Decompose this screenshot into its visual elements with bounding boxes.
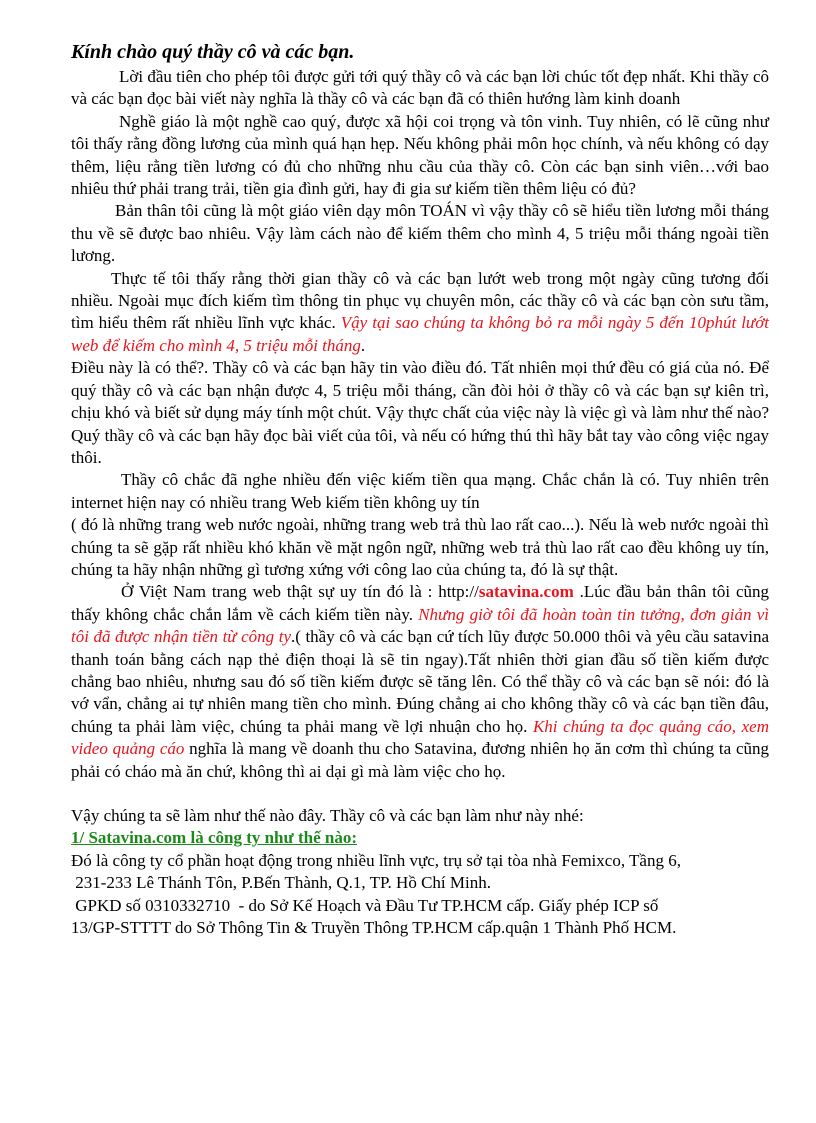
paragraph-math-teacher: Bản thân tôi cũng là một giáo viên dạy môn TOÁN vì vậy thầy cô sẽ hiểu tiền lương mỗi tháng thu về sẽ được bao nhiêu. Vậy làm cách nào để kiếm thêm cho mình 4, 5 triệu mỗi tháng ngoài tiền lương. bbox=[71, 201, 769, 266]
company-line-3: GPKD số 0310332710 - do Sở Kế Hoạch và Đầu Tư TP.HCM cấp. Giấy phép ICP số bbox=[71, 895, 659, 915]
satavina-text-3: nghĩa là mang về doanh thu cho Satavina, đương nhiên họ ăn cơm thì chúng ta cũng phải có cháo mà ăn chứ, không thì ai dại gì mà làm việc cho họ. bbox=[71, 739, 769, 781]
browsing-text: Thực tế tôi thấy rằng thời gian thầy cô và các bạn lướt web trong một ngày cũng tương đối nhiều. Ngoài mục đích kiếm tìm thông tin phục vụ chuyên môn, các thầy cô và các bạn còn sưu tầm, tìm hiểu thêm rất nhiều lĩnh vực khác. bbox=[71, 268, 769, 333]
section-heading-text: 1/ Satavina.com là công ty như thế nào: bbox=[71, 828, 357, 848]
satavina-highlight-2: Khi chúng ta đọc quảng cáo, xem video quảng cáo bbox=[71, 716, 769, 759]
paragraph-foreign-sites: ( đó là những trang web nước ngoài, những trang web trả thù lao rất cao...). Nếu là web nước ngoài thì chúng ta sẽ gặp rất nhiều khó khăn về mặt ngôn ngữ, những web trả thù lao rất cao đều không uy tín, chúng ta hãy nhận những gì tương xứng với công lao của chúng ta, đó là sự thật. bbox=[71, 515, 769, 579]
greeting-title: Kính chào quý thầy cô và các bạn. bbox=[71, 41, 355, 63]
section-heading-company bbox=[71, 827, 769, 849]
satavina-text-1: .Lúc đầu bản thân tôi cũng thấy không chắc chắn lắm về cách kiếm tiền này. bbox=[71, 582, 769, 624]
browsing-highlight: Vậy tại sao chúng ta không bỏ ra mỗi ngày 5 đến 10phút lướt web để kiếm cho mình 4, 5 triệu mỗi tháng bbox=[71, 313, 769, 355]
satavina-highlight-1: Nhưng giờ tôi đã hoàn toàn tin tưởng, đơn giản vì tôi đã được nhận tiền từ công ty bbox=[71, 604, 769, 647]
spacer bbox=[71, 783, 769, 805]
satavina-text-2: .( thầy cô và các bạn cứ tích lũy được 50.000 thôi và yêu cầu satavina thanh toán bằng cách nạp thẻ điện thoại là sẽ tin ngay).Tất nhiên thời gian đầu số tiền kiếm được chẳng bao nhiêu, nhưng sau đó số tiền kiếm được sẽ tăng lên. Có thể thầy cô và các bạn sẽ nói: đó là vớ vẩn, chẳng ai tự nhiên mang tiền cho mình. Đúng chẳng ai cho không thầy cô và các bạn tiền đâu, chúng ta phải làm việc, chúng ta phải mang về lợi nhuận cho họ. bbox=[71, 627, 769, 736]
paragraph-possible: Điều này là có thể?. Thầy cô và các bạn hãy tin vào điều đó. Tất nhiên mọi thứ đều có giá của nó. Để quý thầy cô và các bạn nhận được 4, 5 triệu mỗi tháng, cần đòi hỏi ở thầy cô và các bạn sự kiên trì, chịu khó và biết sử dụng máy tính một chút. Vậy thực chất của việc này là việc gì và làm như thế nào? Quý thầy cô và các bạn hãy đọc bài viết của tôi, và nếu có hứng thú thì hãy bắt tay vào công việc ngay thôi. bbox=[71, 358, 769, 467]
browsing-end: . bbox=[360, 335, 366, 355]
paragraph-teaching: Nghề giáo là một nghề cao quý, được xã hội coi trọng và tôn vinh. Tuy nhiên, có lẽ cũng như tôi thấy rằng đồng lương của mình quá hạn hẹp. Nếu không phải môn học chính, và nếu không có dạy thêm, liệu rằng tiền lương có đủ cho những nhu cầu của thầy cô. Còn các bạn sinh viên…với bao nhiêu thứ phải trang trải, tiền gia đình gửi, hay đi gia sư kiếm tiền thêm liệu có đủ? bbox=[71, 111, 769, 199]
company-line-1: Đó là công ty cổ phần hoạt động trong nhiều lĩnh vực, trụ sở tại tòa nhà Femixco, Tầng 6, bbox=[71, 850, 681, 870]
company-line-4: 13/GP-STTTT do Sở Thông Tin & Truyền Thông TP.HCM cấp.quận 1 Thành Phố HCM. bbox=[71, 918, 677, 938]
paragraph-how-to: Vậy chúng ta sẽ làm như thế nào đây. Thầy cô và các bạn làm như này nhé: bbox=[71, 806, 584, 825]
paragraph-browsing bbox=[71, 268, 769, 358]
paragraph-satavina bbox=[71, 581, 769, 783]
company-line-2: 231-233 Lê Thánh Tôn, P.Bến Thành, Q.1, TP. Hồ Chí Minh. bbox=[71, 873, 491, 893]
paragraph-online-earning: Thầy cô chắc đã nghe nhiều đến việc kiếm tiền qua mạng. Chắc chắn là có. Tuy nhiên trên internet hiện nay có nhiều trang Web kiếm tiền không uy tín bbox=[71, 470, 769, 512]
satavina-link[interactable]: satavina.com bbox=[478, 582, 574, 602]
document-page bbox=[71, 40, 769, 939]
paragraph-intro: Lời đầu tiên cho phép tôi được gửi tới quý thầy cô và các bạn lời chúc tốt đẹp nhất. Khi thầy cô và các bạn đọc bài viết này nghĩa là thầy cô và các bạn đã có thiên hướng làm kinh doanh bbox=[71, 67, 769, 109]
satavina-intro: Ở Việt Nam trang web thật sự uy tín đó là : http:// bbox=[121, 582, 479, 602]
